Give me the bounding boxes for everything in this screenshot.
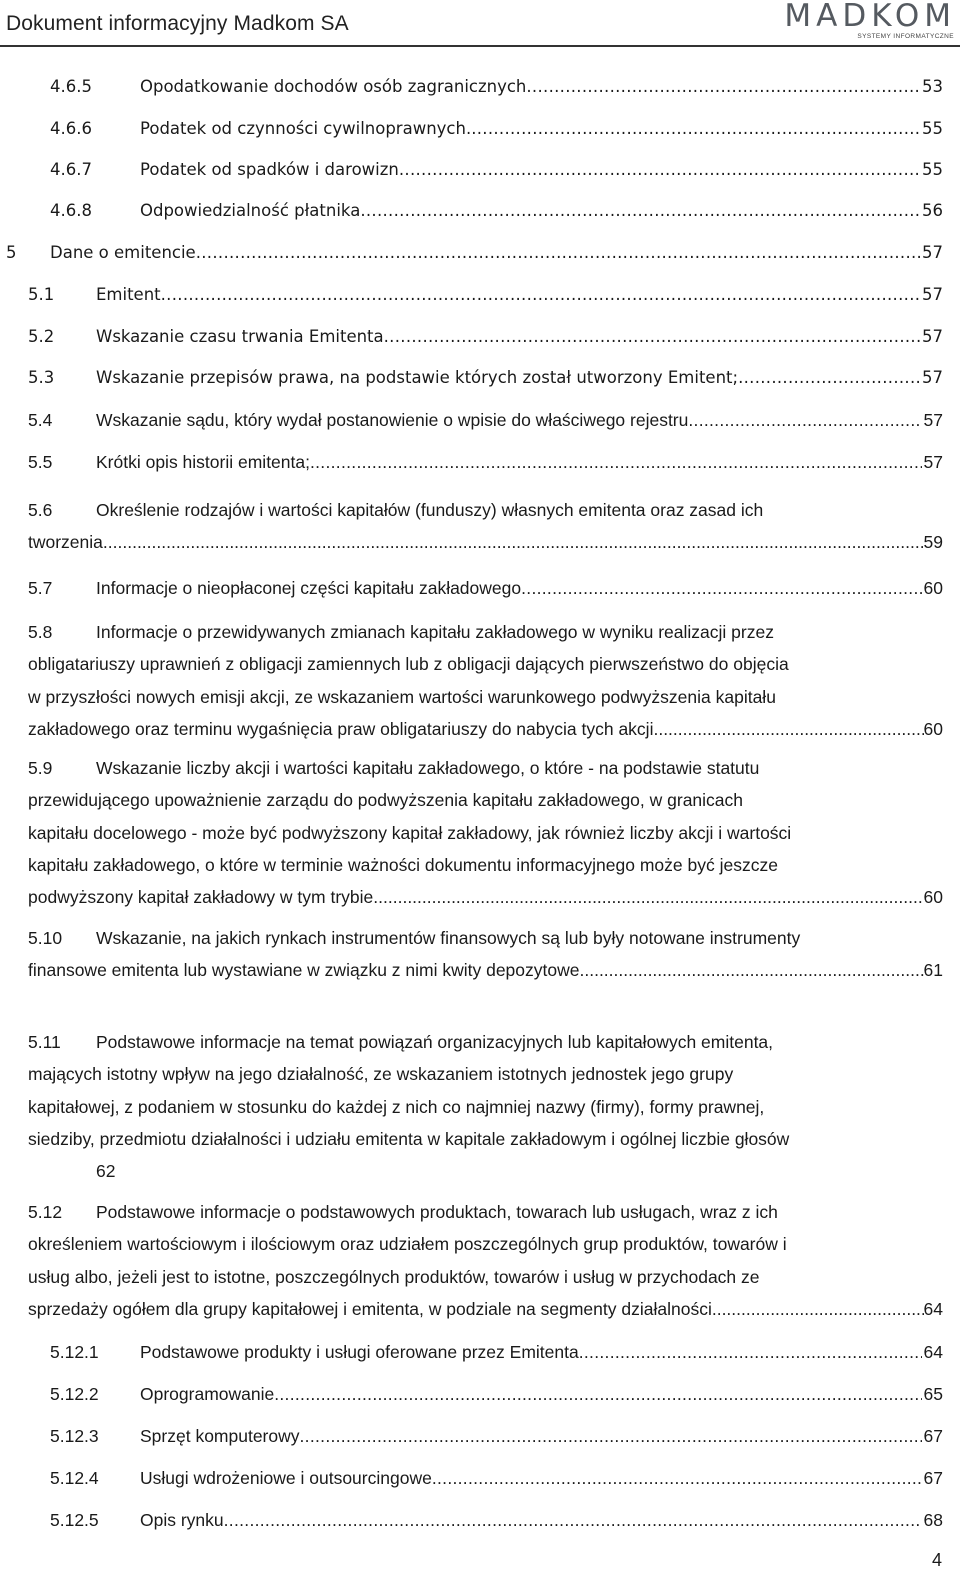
toc-entry-page: 55 [922, 160, 943, 179]
page-number: 4 [931, 1550, 942, 1570]
toc-entry-5-1[interactable] [28, 285, 943, 304]
toc-entry-4-6-7[interactable] [50, 160, 943, 179]
toc-entry-number: 5.4 [28, 410, 53, 430]
toc-entry-4-6-6[interactable] [50, 119, 943, 138]
toc-entry-page: 67 [923, 1426, 943, 1446]
toc-entry-5-10[interactable] [28, 922, 943, 987]
toc-entry-line [28, 1155, 943, 1187]
toc-entry-title: Sprzęt komputerowy [140, 1426, 300, 1446]
toc-entry-title-cont: siedziby, przedmiotu działalności i udziału emitenta w kapitale zakładowym i ogólnej liczbie głosów [28, 1128, 790, 1149]
toc-entry-5-2[interactable] [28, 327, 943, 346]
toc-entry-number: 5.12.2 [50, 1384, 99, 1404]
toc-entry-title-cont: usług albo, jeżeli jest to istotne, poszczególnych produktów, towarów i usług w przychodach ze [28, 1266, 760, 1287]
toc-entry-number: 4.6.5 [50, 77, 92, 96]
toc-entry-page: 53 [922, 77, 943, 96]
toc-entry-number: 5.11 [28, 1032, 61, 1052]
toc-entry-page: 64 [923, 1298, 943, 1319]
toc-entry-number: 5 [6, 243, 17, 262]
toc-entry-5-8[interactable] [28, 616, 943, 745]
toc-entry-number: 5.12.5 [50, 1510, 99, 1530]
toc-leader-dots [360, 201, 920, 220]
toc-entry-line [28, 1058, 943, 1090]
toc-entry-number: 4.6.7 [50, 160, 92, 179]
toc-entry-page: 57 [923, 452, 943, 472]
toc-entry-line [28, 1123, 943, 1155]
toc-leader-dots [688, 410, 921, 431]
toc-entry-page: 59 [923, 532, 943, 553]
toc-leader-dots [224, 1510, 922, 1531]
toc-entry-line [28, 1261, 943, 1293]
toc-entry-page: 56 [922, 201, 943, 220]
toc-entry-title: Wskazanie sądu, który wydał postanowienie o wpisie do właściwego rejestru [96, 410, 689, 430]
toc-entry-title-cont: obligatariuszy uprawnień z obligacji zamiennych lub z obligacji dających pierwszeństwo do objęcia [28, 654, 789, 675]
toc-entry-title: Podatek od czynności cywilnoprawnych. [140, 119, 472, 138]
toc-entry-title-cont: określeniem wartościowym i ilościowym oraz udziałem poszczególnych grup produktów, towarów i [28, 1234, 787, 1255]
toc-entry-title-cont: mających istotny wpływ na jego działalność, ze wskazaniem istotnych jednostek jego grupy [28, 1064, 734, 1085]
toc-entry-5-3[interactable] [28, 368, 943, 387]
toc-leader-dots [580, 954, 924, 986]
toc-entry-number: 5.2 [28, 327, 55, 346]
toc-entry-number: 5.7 [28, 578, 53, 598]
toc-entry-title: Wskazanie czasu trwania Emitenta [96, 327, 384, 346]
toc-entry-number: 5.8 [28, 622, 53, 642]
toc-entry-4-6-5[interactable] [50, 77, 943, 96]
toc-entry-title: Podstawowe produkty i usługi oferowane przez Emitenta [140, 1342, 579, 1362]
toc-entry-title-cont: kapitałowej, z podaniem w stosunku do każdej z nich co najmniej nazwy (firmy), formy prawnej, [28, 1096, 765, 1117]
toc-entry-title: Wskazanie, na jakich rynkach instrumentów finansowych są lub były notowane instrumenty [96, 928, 801, 948]
toc-entry-number: 5.9 [28, 758, 53, 778]
toc-entry-number: 5.10 [28, 928, 63, 948]
toc-entry-line [28, 817, 943, 849]
toc-entry-line [28, 713, 943, 745]
toc-leader-dots [432, 1468, 922, 1489]
toc-entry-line [28, 1196, 943, 1228]
toc-entry-line [28, 681, 943, 713]
toc-entry-5-11[interactable] [28, 1026, 943, 1187]
toc-entry-title: Informacje o nieopłaconej części kapitału zakładowego [96, 578, 522, 598]
toc-entry-line [28, 1228, 943, 1260]
toc-entry-page: 57 [923, 410, 943, 430]
toc-entry-line [28, 1026, 943, 1058]
toc-entry-number: 5.3 [28, 368, 55, 387]
toc-entry-title: Wskazanie przepisów prawa, na podstawie których został utworzony Emitent; [96, 368, 739, 387]
toc-entry-5-12-1[interactable] [50, 1342, 943, 1363]
toc-leader-dots [579, 1342, 922, 1363]
toc-entry-5-12-2[interactable] [50, 1384, 943, 1405]
toc-entry-page: 68 [923, 1510, 943, 1530]
toc-entry-title-cont: podwyższony kapitał zakładowy w tym trybie [28, 887, 374, 908]
toc-entry-number: 5.12 [28, 1202, 63, 1222]
toc-entry-number: 5.1 [28, 285, 55, 304]
toc-entry-line [28, 784, 943, 816]
toc-entry-page: 61 [923, 960, 943, 981]
toc-entry-page: 60 [923, 887, 943, 908]
toc-leader-dots [384, 327, 920, 346]
toc-leader-dots [103, 526, 924, 558]
toc-entry-5-4[interactable] [28, 410, 943, 431]
toc-entry-5-9[interactable] [28, 752, 943, 913]
toc-entry-title: Informacje o przewidywanych zmianach kapitału zakładowego w wyniku realizacji przez [96, 622, 774, 642]
toc-entry-page: 62 [96, 1161, 116, 1182]
toc-entry-page: 55 [922, 119, 943, 138]
toc-entry-number: 5.5 [28, 452, 53, 472]
toc-entry-line [28, 849, 943, 881]
toc-entry-title: Podstawowe informacje na temat powiązań organizacyjnych lub kapitałowych emitenta, [96, 1032, 774, 1052]
toc-leader-dots [471, 119, 920, 138]
toc-entry-title: Podatek od spadków i darowizn [140, 160, 399, 179]
toc-entry-line [28, 1293, 943, 1325]
toc-leader-dots [161, 285, 920, 304]
toc-entry-title: Określenie rodzajów i wartości kapitałów (funduszy) własnych emitenta oraz zasad ich [96, 500, 764, 520]
toc-entry-page: 65 [923, 1384, 943, 1404]
toc-entry-line [28, 922, 943, 954]
logo-tagline: SYSTEMY INFORMATYCZNE [857, 33, 954, 40]
toc-leader-dots [196, 243, 920, 262]
document-title: Dokument informacyjny Madkom SA [6, 12, 349, 35]
toc-entry-line [28, 494, 943, 526]
toc-entry-5[interactable] [6, 243, 943, 262]
toc-entry-5-12-5[interactable] [50, 1510, 943, 1531]
toc-entry-5-7[interactable] [28, 578, 943, 599]
toc-entry-title: Wskazanie liczby akcji i wartości kapitału zakładowego, o które - na podstawie statutu [96, 758, 760, 778]
toc-entry-title-cont: w przyszłości nowych emisji akcji, ze wskazaniem wartości warunkowego podwyższenia kapitału [28, 686, 776, 707]
toc-entry-number: 5.6 [28, 500, 53, 520]
toc-entry-5-12-4[interactable] [50, 1468, 943, 1489]
toc-entry-number: 4.6.8 [50, 201, 92, 220]
toc-entry-page: 57 [922, 243, 943, 262]
toc-leader-dots [712, 1293, 924, 1325]
toc-entry-line [28, 648, 943, 680]
toc-entry-line [28, 1091, 943, 1123]
toc-entry-number: 5.12.3 [50, 1426, 99, 1446]
toc-entry-title: Krótki opis historii emitenta; [96, 452, 310, 472]
toc-entry-title-cont: tworzenia [28, 532, 103, 553]
toc-entry-title: Emitent [96, 285, 161, 304]
toc-leader-dots [521, 578, 921, 599]
toc-entry-title: Usługi wdrożeniowe i outsourcingowe [140, 1468, 432, 1488]
toc-leader-dots [526, 77, 920, 96]
toc-entry-title: Opis rynku [140, 1510, 224, 1530]
toc-entry-title-cont: przewidującego upoważnienie zarządu do podwyższenia kapitału zakładowego, w granicach [28, 790, 744, 811]
logo-wordmark: MADKOM [784, 0, 956, 34]
toc-entry-title: Odpowiedzialność płatnika [140, 201, 361, 220]
toc-entry-5-12-3[interactable] [50, 1426, 943, 1447]
toc-entry-5-12[interactable] [28, 1196, 943, 1325]
toc-entry-title: Oprogramowanie [140, 1384, 275, 1404]
toc-entry-page: 60 [923, 718, 943, 739]
toc-entry-title-cont: kapitału docelowego - może być podwyższony kapitał zakładowy, jak również liczby akcji i wartości [28, 822, 792, 843]
toc-entry-4-6-8[interactable] [50, 201, 943, 220]
toc-entry-page: 57 [922, 368, 943, 387]
toc-entry-line [28, 752, 943, 784]
toc-entry-title: Dane o emitencie [50, 243, 196, 262]
toc-entry-page: 57 [922, 327, 943, 346]
toc-entry-title-cont: kapitału zakładowego, o które w terminie ważności dokumentu informacyjnego może być jeszcze [28, 854, 778, 875]
toc-entry-title-cont: finansowe emitenta lub wystawiane w związku z nimi kwity depozytowe [28, 960, 580, 981]
toc-leader-dots [373, 881, 923, 913]
toc-leader-dots [738, 368, 920, 387]
toc-leader-dots [658, 713, 923, 745]
toc-entry-page: 60 [923, 578, 943, 598]
toc-entry-page: 64 [923, 1342, 943, 1362]
toc-entry-title: Opodatkowanie dochodów osób zagranicznych [140, 77, 527, 96]
toc-entry-title: Podstawowe informacje o podstawowych produktach, towarach lub usługach, wraz z ich [96, 1202, 778, 1222]
toc-entry-page: 57 [922, 285, 943, 304]
toc-entry-number: 4.6.6 [50, 119, 92, 138]
toc-entry-5-6[interactable] [28, 494, 943, 559]
toc-entry-page: 67 [923, 1468, 943, 1488]
toc-entry-line [28, 881, 943, 913]
toc-entry-number: 5.12.4 [50, 1468, 99, 1488]
toc-leader-dots [274, 1384, 921, 1405]
toc-entry-title-cont: zakładowego oraz terminu wygaśnięcia praw obligatariuszy do nabycia tych akcji. [28, 718, 659, 739]
toc-leader-dots [300, 1426, 922, 1447]
toc-entry-title-cont: sprzedaży ogółem dla grupy kapitałowej i emitenta, w podziale na segmenty działalności [28, 1298, 712, 1319]
toc-leader-dots [310, 452, 922, 473]
toc-entry-5-5[interactable] [28, 452, 943, 473]
toc-entry-line [28, 954, 943, 986]
toc-leader-dots [399, 160, 920, 179]
toc-entry-line [28, 616, 943, 648]
toc-entry-line [28, 526, 943, 558]
toc-entry-number: 5.12.1 [50, 1342, 99, 1362]
